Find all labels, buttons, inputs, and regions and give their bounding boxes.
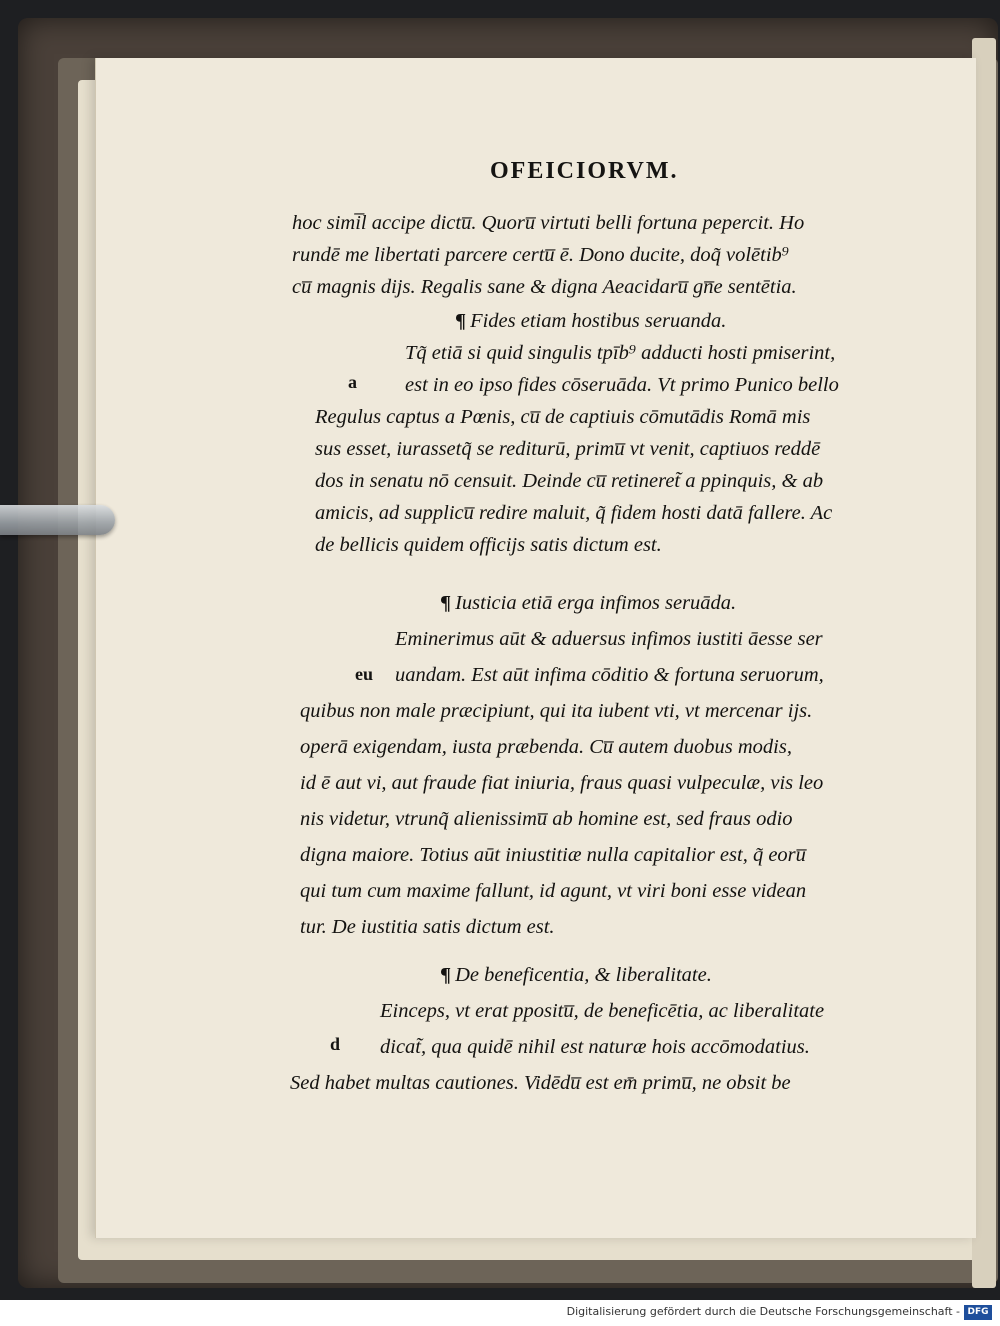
margin-note-a: a bbox=[348, 372, 357, 392]
text-line-9: dos in senatu nō censuit. Deinde cu̅ retineret̃ a ppinquis, & ab bbox=[315, 470, 824, 492]
text-line-13: Eminerimus aūt & aduersus infimos iustiti āesse ser bbox=[395, 628, 823, 650]
text-line-21: tur. De iustitia satis dictum est. bbox=[300, 916, 555, 938]
funding-note: Digitalisierung gefördert durch die Deutsche Forschungsgemeinschaft - bbox=[566, 1305, 960, 1318]
text-line-2: rundē me libertati parcere certu̅ ē. Dono ducite, doq̃ volētib⁹ bbox=[292, 244, 789, 266]
subheading-fides-text: Fides etiam hostibus seruanda. bbox=[470, 310, 727, 332]
text-line-15: quibus non male præcipiunt, qui ita iubent vti, vt mercenar ijs. bbox=[300, 700, 813, 722]
text-line-8: sus esset, iurassetq̃ se rediturū, primu̅ vt venit, captiuos reddē bbox=[315, 438, 821, 460]
page-holder-rod bbox=[0, 505, 115, 535]
subheading-iusticia-text: Iusticia etiā erga infimos seruāda. bbox=[455, 592, 737, 614]
subheading-beneficentia-text: De beneficentia, & liberalitate. bbox=[455, 964, 712, 986]
text-line-24: dicat̃, qua quidē nihil est naturæ hois accōmodatius. bbox=[380, 1036, 810, 1058]
dfg-logo: DFG bbox=[964, 1305, 992, 1320]
text-line-19: digna maiore. Totius aūt iniustitiæ nulla capitalior est, q̃ eoru̅ bbox=[300, 844, 806, 866]
text-line-14: uandam. Est aūt infima cōditio & fortuna seruorum, bbox=[395, 664, 824, 686]
text-line-3: cu̅ magnis dijs. Regalis sane & digna Aeacidaru̅ gn̅e sentētia. bbox=[292, 276, 797, 298]
text-line-1: hoc simi̅l accipe dictu̅. Quoru̅ virtuti belli fortuna pepercit. Ho bbox=[292, 212, 805, 234]
text-line-23: Einceps, vt erat ppositu̅, de beneficētia, ac liberalitate bbox=[380, 1000, 825, 1022]
margin-note-d: d bbox=[330, 1034, 341, 1054]
footer-bar bbox=[0, 1300, 1000, 1326]
pilcrow-icon: ¶ bbox=[455, 310, 467, 332]
margin-note-eu: eu bbox=[355, 664, 373, 684]
text-line-7: Regulus captus a Pœnis, cu̅ de captiuis cōmutādis Romā mis bbox=[315, 406, 811, 428]
text-line-6: est in eo ipso fides cōseruāda. Vt primo Punico bello bbox=[405, 374, 839, 396]
subheading-fides bbox=[455, 310, 726, 333]
text-line-10: amicis, ad supplicu̅ redire maluit, q̃ fidem hosti datā fallere. Ac bbox=[315, 502, 833, 524]
pilcrow-icon: ¶ bbox=[440, 964, 452, 986]
text-line-16: operā exigendam, iusta præbenda. Cu̅ autem duobus modis, bbox=[300, 736, 792, 758]
text-line-17: id ē aut vi, aut fraude fiat iniuria, fraus quasi vulpeculæ, vis leo bbox=[300, 772, 824, 794]
text-line-25: Sed habet multas cautiones. Vidēdu̅ est em̄ primu̅, ne obsit be bbox=[290, 1072, 791, 1094]
pilcrow-icon: ¶ bbox=[440, 592, 452, 614]
subheading-iusticia bbox=[440, 592, 736, 615]
text-line-11: de bellicis quidem officijs satis dictum est. bbox=[315, 534, 662, 556]
subheading-beneficentia bbox=[440, 964, 712, 987]
text-line-18: nis videtur, vtrunq̃ alienissimu̅ ab homine est, sed fraus odio bbox=[300, 808, 793, 830]
text-line-20: qui tum cum maxime fallunt, id agunt, vt viri boni esse videan bbox=[300, 880, 807, 902]
text-line-5: Tq̃ etiā si quid singulis tpīb⁹ adducti hosti pmiserint, bbox=[405, 342, 836, 364]
page-heading: OFEICIORVM. bbox=[490, 158, 679, 184]
